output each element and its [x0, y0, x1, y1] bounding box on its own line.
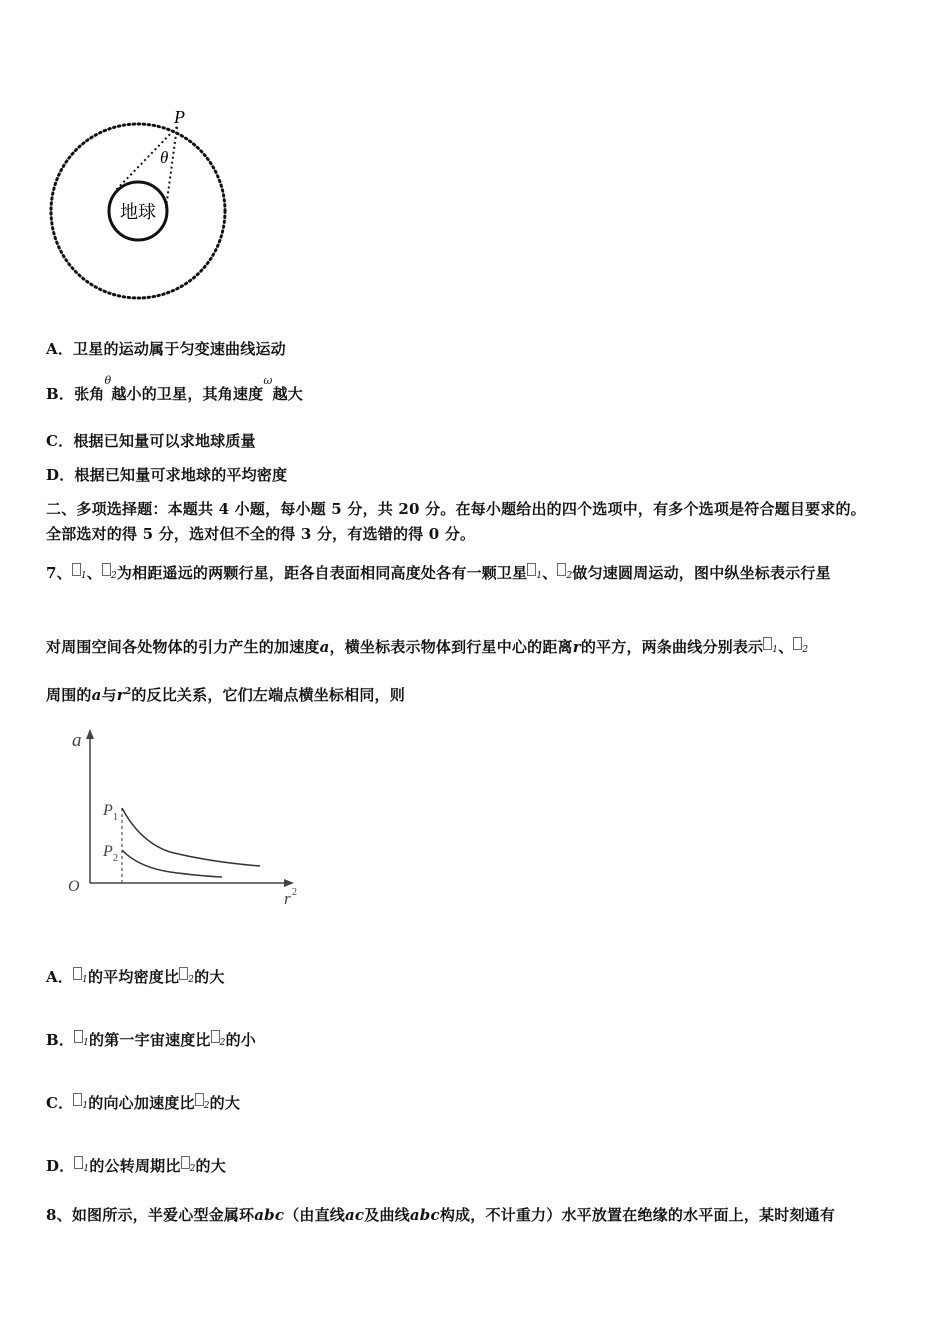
q7-stem-line3	[46, 684, 405, 705]
option-letter: B．	[46, 385, 75, 403]
option-letter: D．	[46, 466, 75, 484]
tangent-line-lower	[166, 127, 177, 208]
subscript: 2	[219, 1038, 226, 1048]
subscript: 2	[802, 645, 809, 655]
theta-label: θ	[160, 148, 169, 167]
option-letter: C．	[46, 1094, 74, 1112]
subscript: 2	[110, 571, 117, 581]
placeholder-glyph-icon	[527, 563, 536, 576]
superscript: 2	[124, 687, 132, 697]
p2-label: P	[103, 843, 113, 860]
separator: 、	[542, 564, 558, 582]
stem-text: 周围的	[46, 686, 92, 704]
option-text: 根据已知量可求地球的平均密度	[74, 466, 288, 484]
option-text: 的大	[194, 968, 225, 986]
orbit-figure	[40, 105, 240, 310]
subscript: 1	[80, 571, 87, 581]
placeholder-glyph-icon	[179, 967, 188, 980]
subscript: 1	[772, 645, 779, 655]
stem-text: 的反比关系，它们左端点横坐标相同，则	[131, 686, 405, 704]
subscript: 2	[203, 1101, 210, 1111]
option-text: 的大	[209, 1094, 241, 1112]
option-text-part1: 张角	[74, 385, 105, 403]
x-axis-arrow	[284, 879, 294, 887]
section2-line2: 全部选对的得 5 分，选对但不全的得 3 分，有选错的得 0 分。	[46, 525, 476, 543]
q7-option-b[interactable]	[46, 1029, 256, 1050]
y-axis-label: a	[72, 730, 82, 751]
var-r: r	[572, 638, 581, 656]
point-p-label: P	[174, 107, 185, 127]
option-letter: D．	[46, 1157, 75, 1175]
curve-p1	[122, 808, 260, 866]
subscript: 1	[82, 975, 88, 985]
subscript: 2	[189, 1164, 196, 1174]
theta-symbol: θ	[104, 374, 112, 387]
q7-option-a[interactable]	[46, 966, 225, 987]
option-letter: C．	[46, 432, 74, 450]
p1-subscript: 1	[113, 812, 118, 823]
option-letter: A．	[46, 340, 74, 358]
separator: 、	[778, 638, 794, 656]
x-axis-label-superscript: 2	[292, 887, 297, 898]
q6-option-d[interactable]	[46, 464, 287, 485]
omega-symbol: ω	[263, 374, 273, 387]
var-abc: abc	[254, 1206, 285, 1224]
option-text: 的平均密度比	[87, 968, 180, 986]
placeholder-glyph-icon	[181, 1156, 190, 1169]
var-a: a	[319, 638, 330, 656]
placeholder-glyph-icon	[72, 563, 81, 576]
q8-number: 8、	[46, 1206, 72, 1224]
var-abc: abc	[409, 1206, 440, 1224]
q7-number: 7、	[46, 564, 72, 582]
placeholder-glyph-icon	[763, 637, 772, 650]
option-text: 的小	[225, 1031, 256, 1049]
stem-text: 构成，不计重力）水平放置在绝缘的水平面上，某时刻通有	[439, 1206, 836, 1224]
option-text-part2: 越小的卫星，其角速度	[111, 385, 264, 403]
stem-text: 如图所示，半爱心型金属环	[71, 1206, 255, 1224]
stem-text: 及曲线	[364, 1206, 410, 1224]
q7-option-d[interactable]	[46, 1155, 226, 1176]
placeholder-glyph-icon	[195, 1093, 204, 1106]
placeholder-glyph-icon	[211, 1030, 220, 1043]
placeholder-glyph-icon	[74, 1030, 83, 1043]
q7-stem-line1	[46, 562, 831, 583]
option-text: 的向心加速度比	[88, 1094, 195, 1112]
curve-p2	[122, 850, 222, 877]
option-text: 卫星的运动属于匀变速曲线运动	[73, 340, 286, 358]
option-text: 的第一宇宙速度比	[89, 1031, 211, 1049]
section2-line1: 二、多项选择题：本题共 4 小题，每小题 5 分，共 20 分。在每小题给出的四个选项中，有多个选项是符合题目要求的。	[46, 500, 866, 518]
var-a: a	[91, 686, 102, 704]
p2-subscript: 2	[113, 853, 118, 864]
q8-stem-line1	[46, 1204, 835, 1225]
q6-option-c[interactable]	[46, 430, 256, 451]
y-axis-arrow	[86, 729, 94, 739]
p1-label: P	[103, 802, 113, 819]
subscript: 1	[536, 571, 543, 581]
subscript: 1	[83, 1038, 90, 1048]
option-text: 根据已知量可以求地球质量	[73, 432, 256, 450]
q7-stem-line2	[46, 636, 808, 657]
stem-text: 做匀速圆周运动，图中纵坐标表示行星	[572, 564, 831, 582]
stem-text: （由直线	[284, 1206, 346, 1224]
option-text-part3: 越大	[272, 385, 303, 403]
stem-text: 的平方，两条曲线分别表示	[580, 638, 764, 656]
q7-option-c[interactable]	[46, 1092, 240, 1113]
option-letter: A．	[46, 968, 74, 986]
q6-option-b[interactable]	[46, 374, 303, 404]
placeholder-glyph-icon	[73, 967, 82, 980]
subscript: 1	[83, 1164, 90, 1174]
origin-label: O	[68, 878, 80, 895]
stem-text: ，横坐标表示物体到行星中心的距离	[329, 638, 573, 656]
earth-label: 地球	[120, 202, 156, 223]
option-text: 的公转周期比	[89, 1157, 181, 1175]
q6-option-a[interactable]	[46, 338, 286, 359]
stem-text: 对周围空间各处物体的引力产生的加速度	[46, 638, 320, 656]
stem-text: 为相距遥远的两颗行星，距各自表面相同高度处各有一颗卫星	[116, 564, 528, 582]
subscript: 2	[566, 571, 573, 581]
var-ac: ac	[345, 1206, 365, 1224]
option-letter: B．	[46, 1031, 75, 1049]
option-text: 的大	[195, 1157, 226, 1175]
subscript: 1	[82, 1101, 89, 1111]
a-vs-r2-graph	[60, 725, 310, 915]
stem-text: 与	[101, 686, 117, 704]
placeholder-glyph-icon	[73, 1093, 82, 1106]
subscript: 2	[188, 975, 195, 985]
var-r: r	[116, 686, 125, 704]
placeholder-glyph-icon	[102, 563, 111, 576]
x-axis-label: r	[284, 889, 291, 908]
separator: 、	[86, 564, 102, 582]
